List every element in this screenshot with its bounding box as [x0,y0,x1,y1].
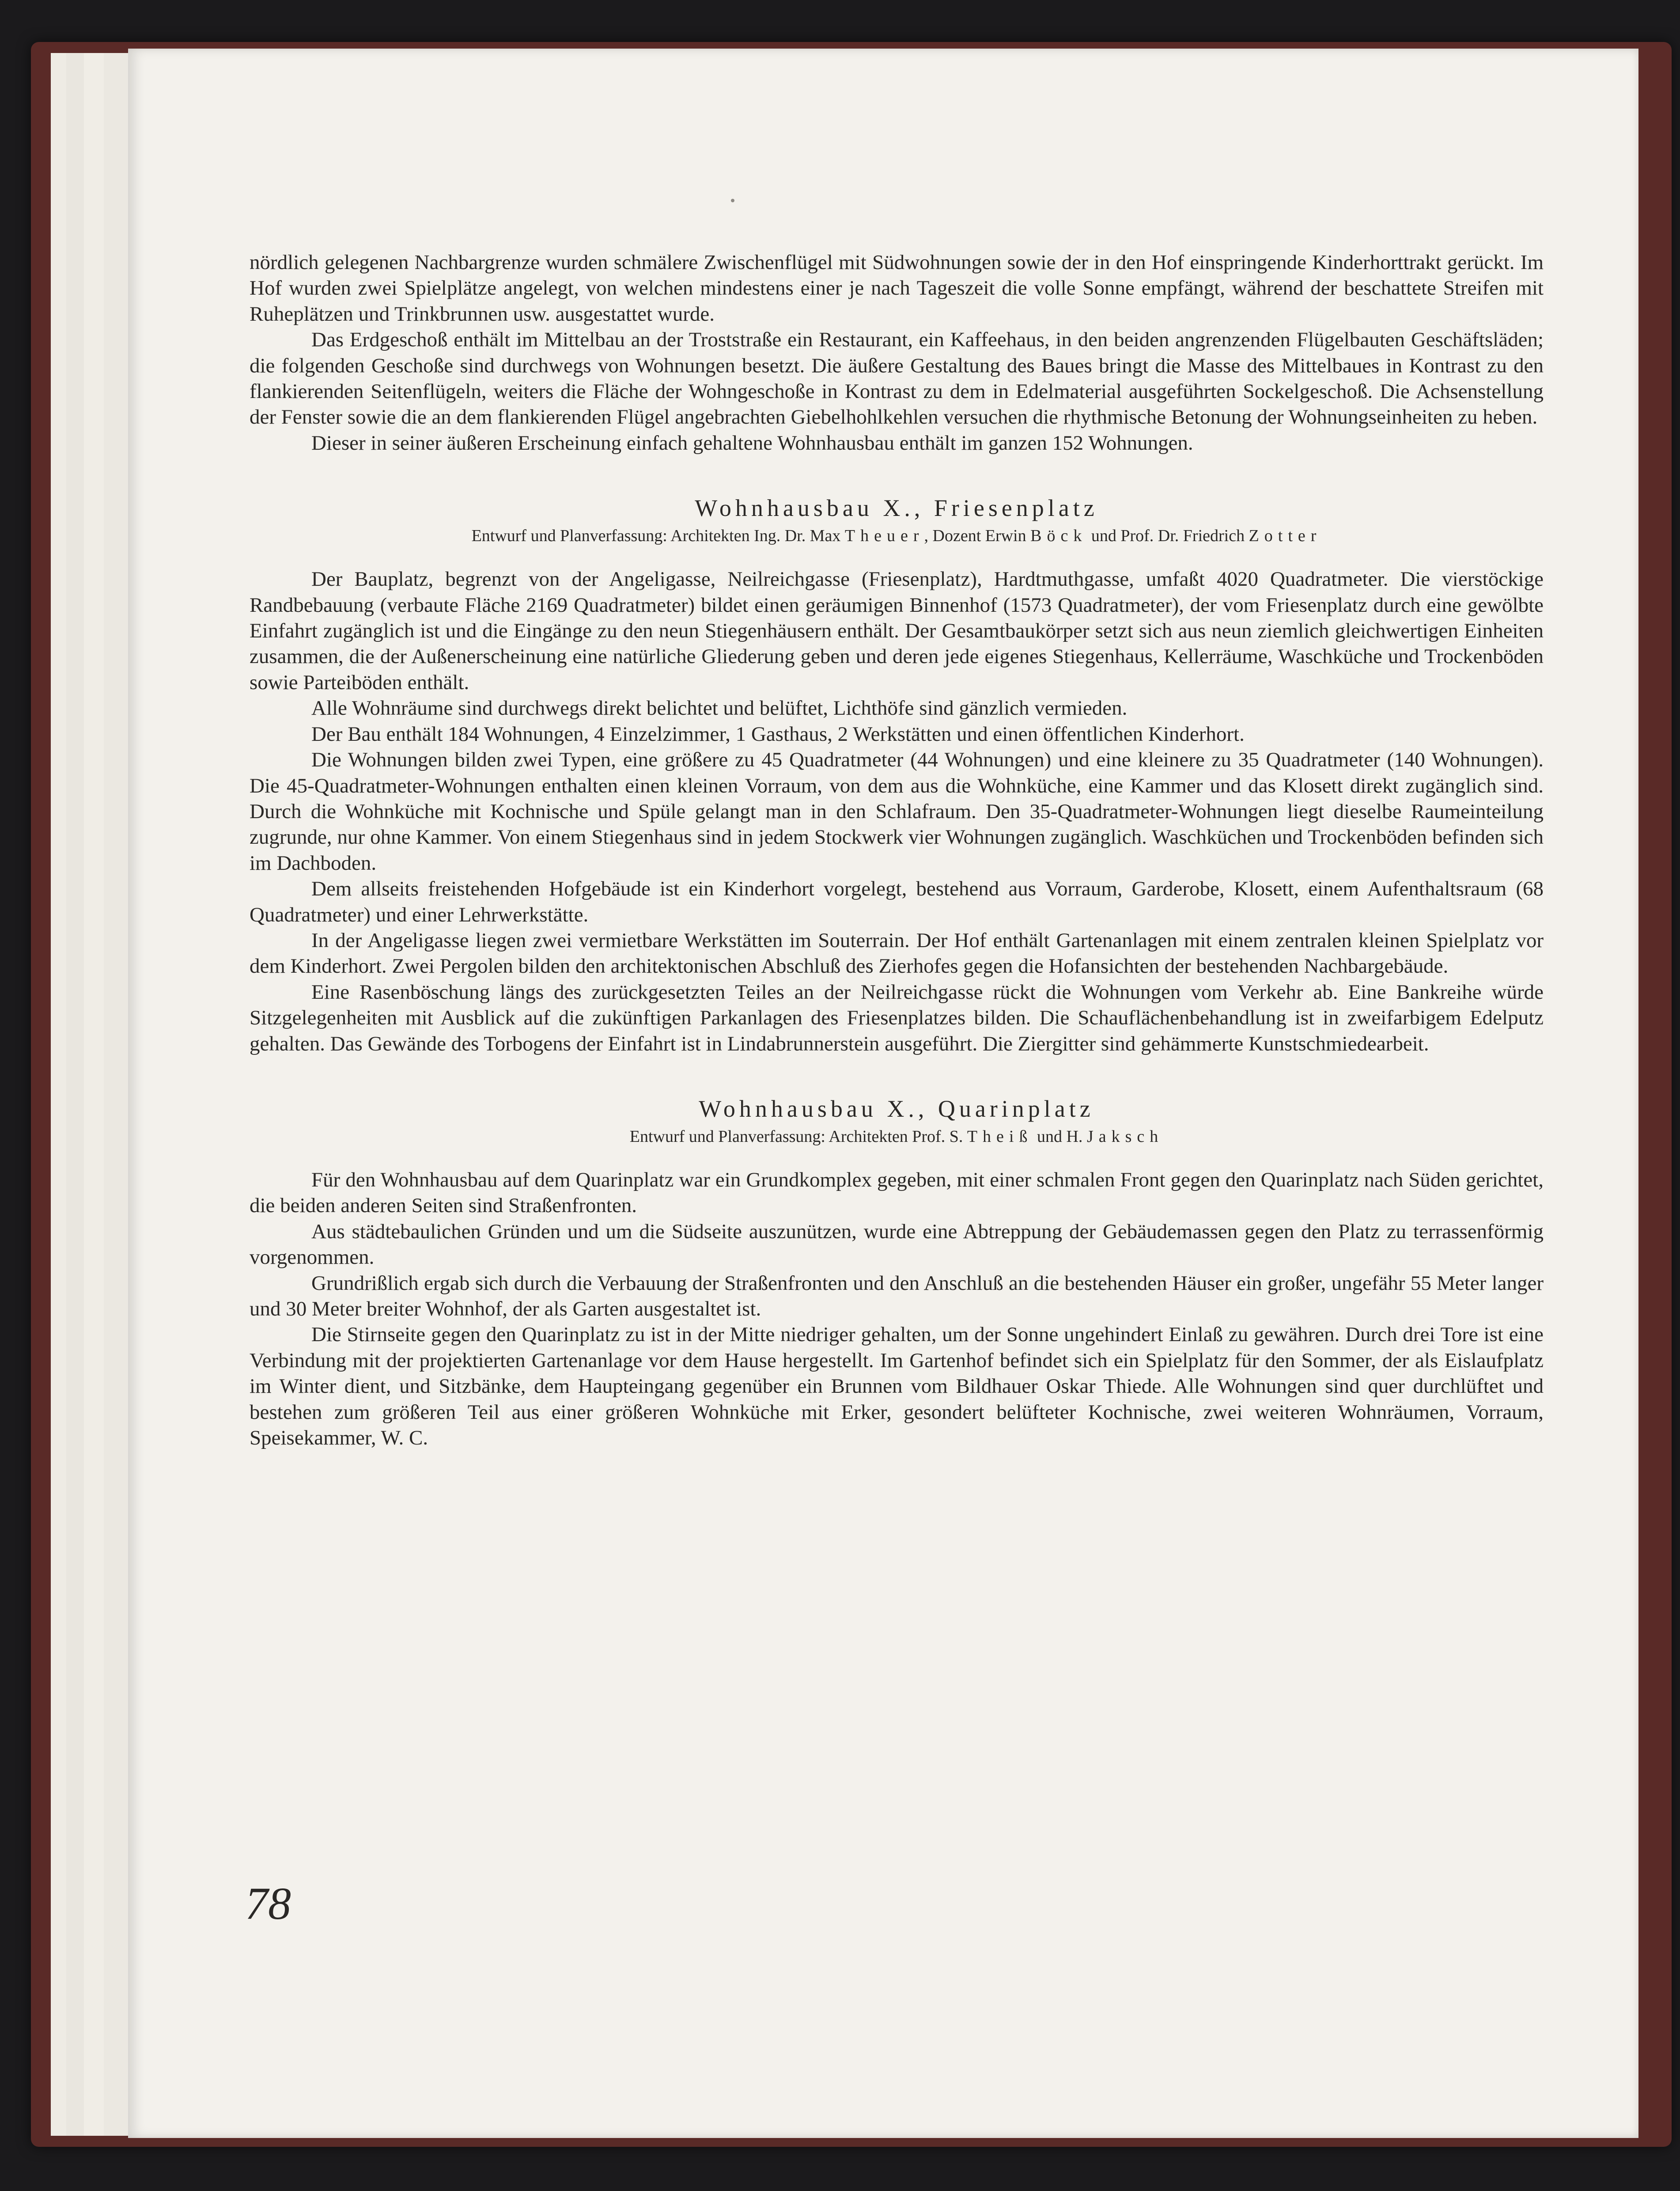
credits-text: Entwurf und Planverfassung: Architekten Prof. S. [629,1127,967,1146]
paragraph: Grundrißlich ergab sich durch die Verbauung der Straßenfronten und den Anschluß an die bestehenden Häuser ein großer, ungefähr 55 Meter langer und 30 Meter breiter Wohnhof, der als Garten ausgestaltet ist. [250,1271,1544,1320]
architect-name: Böck [1030,527,1087,546]
section-heading-quarinplatz: Wohnhausbau X., Quarinplatz [699,1095,1094,1122]
paragraph: Eine Rasenböschung längs des zurückgesetzten Teiles an der Neilreichgasse rückt die Wohnungen vom Verkehr ab. Eine Bankreihe würde Sitzgelegenheiten mit Ausblick auf die zukünftigen Parkanlagen des Friesenplatzes bilden. Die Schauflächenbehandlung ist in zweifarbigem Edelputz gehalten. Das Gewände des Torbogens der Einfahrt ist in Lindabrunnerstein ausgeführt. Die Ziergitter sind gehämmerte Kunstschmiedearbeit. [250,980,1544,1055]
paragraph: Alle Wohnräume sind durchwegs direkt belichtet und belüftet, Lichthöfe sind gänzlich vermieden. [311,697,1128,720]
paragraph: Die Stirnseite gegen den Quarinplatz zu ist in der Mitte niedriger gehalten, um der Sonne ungehindert Einlaß zu gewähren. Durch drei Tore ist eine Verbindung mit der projektierten Gartenanlage vor dem Hause hergestellt. Im Gartenhof befindet sich ein Spielplatz für den Sommer, der als Eislaufplatz im Winter dient, und Sitzbänke, dem Haupteingang gegenüber ein Brunnen vom Bildhauer Oskar Thiede. Alle Wohnungen sind quer durchlüftet und bestehen zum größeren Teil aus einer größeren Wohnküche mit Erker, gesondert belüfteter Kochnische, zwei weiteren Wohnräumen, Vorraum, Speisekammer, W. C. [250,1323,1544,1450]
paragraph: Für den Wohnhausbau auf dem Quarinplatz war ein Grundkomplex gegeben, mit einer schmalen Front gegen den Quarinplatz nach Süden gerichtet, die beiden anderen Seiten sind Straßenfronten. [250,1168,1544,1217]
section-heading-friesenplatz: Wohnhausbau X., Friesenplatz [695,495,1098,522]
architect-name: Jaksch [1086,1127,1164,1146]
paragraph: Dem allseits freistehenden Hofgebäude ist ein Kinderhort vorgelegt, bestehend aus Vorraum, Garderobe, Klosett, einem Aufenthaltsraum (68 Quadratmeter) und einer Lehrwerkstätte. [250,877,1544,926]
architect-name: Theiß [967,1127,1033,1146]
section-credits-friesenplatz [250,525,1544,547]
paragraph: Dieser in seiner äußeren Erscheinung einfach gehaltene Wohnhausbau enthält im ganzen 152 Wohnungen. [311,431,1193,455]
paragraph: nördlich gelegenen Nachbargrenze wurden schmälere Zwischenflügel mit Südwohnungen sowie der in den Hof einspringende Kinderhorttrakt gerückt. Im Hof wurden zwei Spielplätze angelegt, von welchen mindestens einer je nach Tageszeit die volle Sonne empfängt, während der beschattete Streifen mit Ruheplätzen und Trinkbrunnen usw. ausgestattet wurde. [250,251,1544,326]
paragraph: Der Bauplatz, begrenzt von der Angeligasse, Neilreichgasse (Friesenplatz), Hardtmuthgasse, umfaßt 4020 Quadratmeter. Die vierstöckige Randbebauung (verbaute Fläche 2169 Quadratmeter) bildet einen geräumigen Binnenhof (1573 Quadratmeter), der vom Friesenplatz durch eine gewölbte Einfahrt zugänglich ist und die Eingänge zu den neun Stiegenhäusern enthält. Der Gesamtbaukörper setzt sich aus neun ziemlich gleichwertigen Einheiten zusammen, die der Außenerscheinung eine natürliche Gliederung geben und deren jede eigenes Stiegenhaus, Kellerräume, Waschküche und Trockenböden sowie Parteiböden enthält. [250,568,1544,694]
architect-name: Theuer [844,527,924,546]
paragraph: Aus städtebaulichen Gründen und um die Südseite auszunützen, wurde eine Abtreppung der Gebäudemassen gegen den Platz zu terrassenförmig vorgenommen. [250,1220,1544,1269]
credits-text: und Prof. Dr. Friedrich [1087,527,1249,546]
architect-name: Zotter [1249,527,1322,546]
credits-text: und H. [1033,1127,1087,1146]
section-credits-quarinplatz [250,1126,1544,1148]
page-number: 78 [245,1878,291,1929]
paragraph: Der Bau enthält 184 Wohnungen, 4 Einzelzimmer, 1 Gasthaus, 2 Werkstätten und einen öffentlichen Kinderhort. [311,722,1245,746]
paragraph: Das Erdgeschoß enthält im Mittelbau an der Troststraße ein Restaurant, ein Kaffeehaus, in den beiden angrenzenden Flügelbauten Geschäftsläden; die folgenden Geschoße sind durchwegs von Wohnungen besetzt. Die äußere Gestaltung des Baues bringt die Masse des Mittelbaues in Kontrast zu den flankierenden Seitenflügeln, weiters die Fläche der Wohngeschoße in Kontrast zu dem in Edelmaterial ausgeführten Sockelgeschoß. Die Achsenstellung der Fenster sowie die an dem flankierenden Flügel angebrachten Giebelhohlkehlen versuchen die rhythmische Betonung der Wohnungseinheiten zu heben. [250,328,1544,429]
page-text [250,250,1544,1451]
paper-speck [731,199,734,202]
credits-text: , Dozent Erwin [924,527,1031,546]
credits-text: Entwurf und Planverfassung: Architekten Ing. Dr. Max [471,527,845,546]
paragraph: Die Wohnungen bilden zwei Typen, eine größere zu 45 Quadratmeter (44 Wohnungen) und eine kleinere zu 35 Quadratmeter (140 Wohnungen). Die 45-Quadratmeter-Wohnungen enthalten einen kleinen Vorraum, von dem aus die Wohnküche, eine Kammer und das Klosett direkt zugänglich sind. Durch die Wohnküche mit Kochnische und Spüle gelangt man in den Schlafraum. Den 35-Quadratmeter-Wohnungen liegt dieselbe Raumeinteilung zugrunde, nur ohne Kammer. Von einem Stiegenhaus sind in jedem Stockwerk vier Wohnungen zugänglich. Waschküchen und Trockenböden befinden sich im Dachboden. [250,748,1544,875]
paragraph: In der Angeligasse liegen zwei vermietbare Werkstätten im Souterrain. Der Hof enthält Gartenanlagen mit einem zentralen kleinen Spielplatz vor dem Kinderhort. Zwei Pergolen bilden den architektonischen Abschluß des Zierhofes gegen die Hofansichten der bestehenden Nachbargebäude. [250,929,1544,978]
